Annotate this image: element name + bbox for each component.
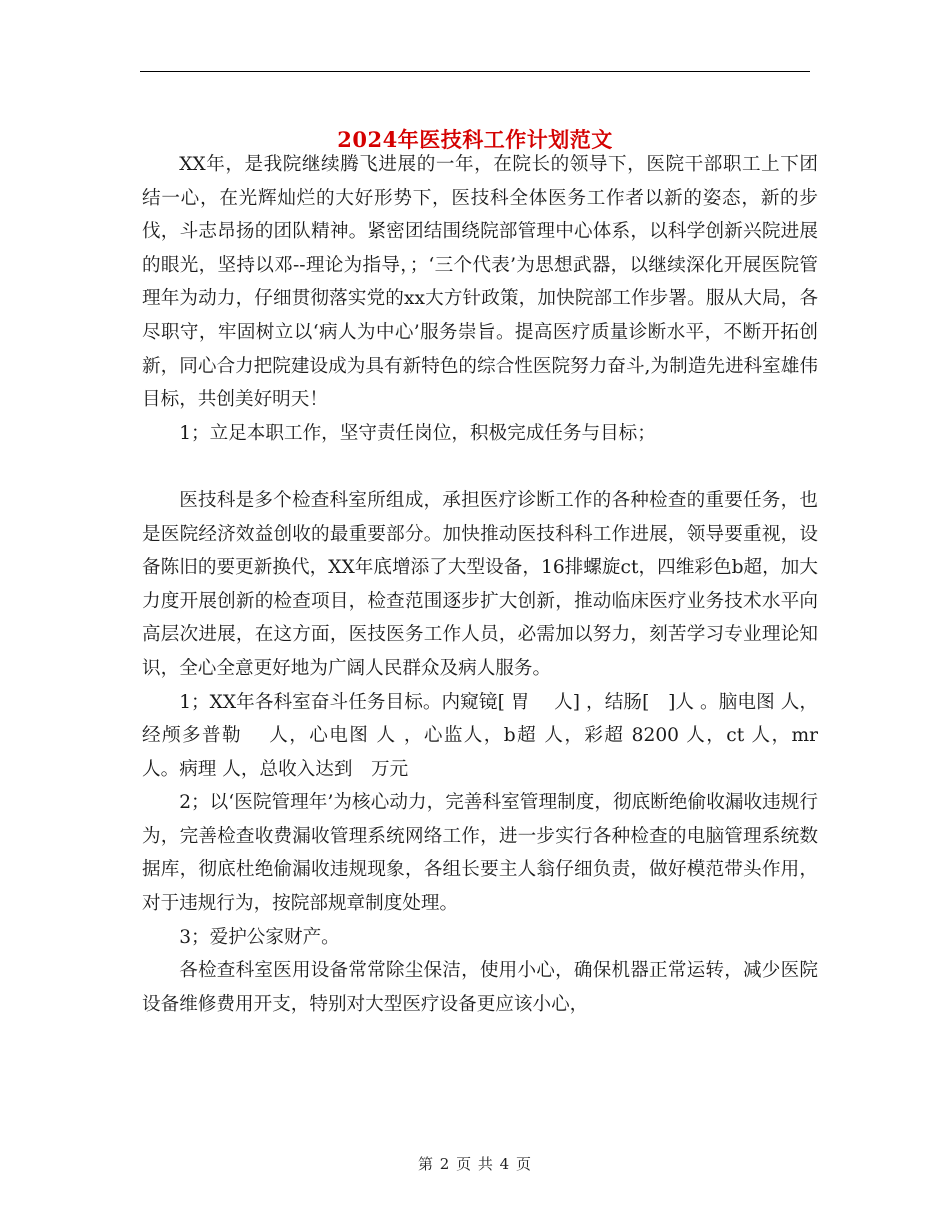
document-body (142, 148, 837, 1021)
paragraph-management-year: 2；以‘医院管理年’为核心动力，完善科室管理制度，彻底断绝偷收漏收违规行为，完善检查收费漏收管理系统网络工作，进一步实行各种检查的电脑管理系统数据库，彻底杜绝偷漏收违规现象，各组长要主人翁仔细负责，做好模范带头作用，对于违规行为，按院部规章制度处理。 (142, 792, 818, 915)
paragraph-targets: 1；XX年各科室奋斗任务目标。内窥镜[ 胃 人] ，结肠[ ]人 。脑电图 人，经颅多普勒 人，心电图 人 ，心监人，b超 人，彩超 8200 人，ct 人，mr 人。病理 人，总收入达到 万元 (142, 691, 837, 780)
header-rule (140, 71, 810, 72)
paragraph-protect-property-heading: 3；爱护公家财产。 (179, 926, 340, 948)
page-number-footer: 第 2 页 共 4 页 (418, 1155, 532, 1173)
paragraph-section-1-heading: 1；立足本职工作，坚守责任岗位，积极完成任务与目标； (179, 422, 656, 444)
paragraph-equipment-care: 各检查科室医用设备常常除尘保洁，使用小心，确保机器正常运转，减少医院设备维修费用开支，特别对大型医疗设备更应该小心， (142, 960, 818, 1015)
paragraph-intro: XX年，是我院继续腾飞进展的一年，在院长的领导下，医院干部职工上下团结一心，在光辉灿烂的大好形势下，医技科全体医务工作者以新的姿态，新的步伐，斗志昂扬的团队精神。紧密团结围绕院部管理中心体系，以科学创新兴院进展的眼光，坚持以邓--理论为指导，；‘三个代表’为思想武器，以继续深化开展医院管理年为动力，仔细贯彻落实党的xx大方针政策，加快院部工作步署。服从大局，各尽职守，牢固树立以‘病人为中心’服务崇旨。提高医疗质量诊断水平，不断开拓创新，同心合力把院建设成为具有新特色的综合性医院努力奋斗,为制造先进科室雄伟目标，共创美好明天！ (142, 154, 818, 411)
paragraph-medtech-description: 医技科是多个检查科室所组成，承担医疗诊断工作的各种检查的重要任务，也是医院经济效益创收的最重要部分。加快推动医技科科工作进展，领导要重视，设备陈旧的要更新换代，XX年底增添了大型设备，16排螺旋ct，四维彩色b超，加大力度开展创新的检查项目，检查范围逐步扩大创新，推动临床医疗业务技术水平向高层次进展，在这方面，医技医务工作人员，必需加以努力，刻苦学习专业理论知识，全心全意更好地为广阔人民群众及病人服务。 (142, 489, 818, 679)
document-title: 2024年医技科工作计划范文 (337, 127, 613, 153)
